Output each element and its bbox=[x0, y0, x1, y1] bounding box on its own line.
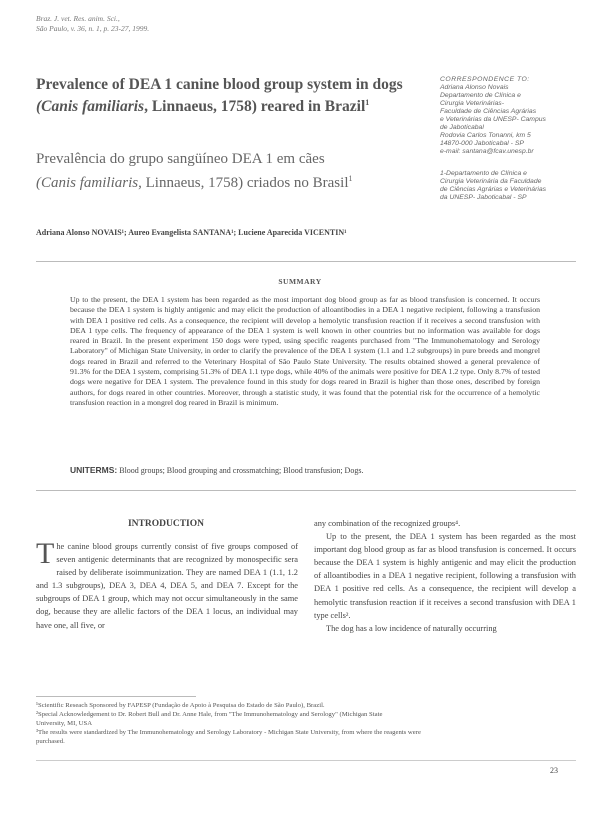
page-number: 23 bbox=[550, 766, 558, 775]
footnote: University, MI, USA bbox=[36, 719, 93, 727]
title-en-footnote: 1 bbox=[365, 98, 370, 107]
correspondence-line: de Jaboticabal bbox=[440, 124, 484, 131]
journal-line-1: Braz. J. vet. Res. anim. Sci., bbox=[36, 14, 120, 23]
divider bbox=[36, 490, 576, 491]
affiliation-line: 1-Departamento de Clínica e bbox=[440, 170, 527, 177]
correspondence-line: Faculdade de Ciências Agrárias bbox=[440, 108, 537, 115]
affiliation-line: Cirurgia Veterinária da Faculdade bbox=[440, 178, 542, 185]
title-pt-sci: (Canis familiaris bbox=[36, 175, 139, 191]
title-en-rest: , Linnaeus, 1758) reared in Brazil bbox=[144, 98, 366, 116]
uniterms-text: Blood groups; Blood grouping and crossmatching; Blood transfusion; Dogs. bbox=[117, 466, 364, 475]
title-pt-main: Prevalência do grupo sangüíneo DEA 1 em cães bbox=[36, 151, 325, 167]
footnote-divider bbox=[36, 696, 196, 697]
footnote: ¹Scientific Reseach Sponsored by FAPESP (Fundação de Apoio à Pesquisa do Estado de São Paulo), Brazil. bbox=[36, 702, 325, 709]
journal-citation bbox=[36, 14, 149, 34]
author-list: Adriana Alonso NOVAIS¹; Aureo Evangelista SANTANA¹; Luciene Aparecida VICENTIN¹ bbox=[36, 228, 347, 237]
intro-left-column bbox=[36, 537, 298, 632]
uniterms-label: UNITERMS: bbox=[70, 465, 118, 475]
footnotes bbox=[36, 702, 576, 747]
divider bbox=[36, 261, 576, 262]
introduction-heading: INTRODUCTION bbox=[127, 519, 204, 529]
drop-cap: T bbox=[36, 537, 55, 570]
title-en-main: Prevalence of DEA 1 canine blood group system in dogs bbox=[36, 76, 403, 93]
correspondence-line: 14870-000 Jaboticabal - SP bbox=[440, 140, 524, 147]
page-bottom-rule bbox=[36, 760, 576, 761]
summary-heading: SUMMARY bbox=[278, 277, 322, 286]
correspondence-block bbox=[440, 76, 580, 156]
title-pt-rest: , Linnaeus, 1758) criados no Brasil bbox=[138, 175, 349, 191]
affiliation-line: de Ciências Agrárias e Veterinárias bbox=[440, 186, 547, 193]
title-english bbox=[36, 76, 436, 116]
correspondence-line: Cirurgia Veterinárias- bbox=[440, 100, 504, 107]
summary-text: Up to the present, the DEA 1 system has been regarded as the most important dog blood group as far as blood transfusion is concerned. It occurs because the DEA 1 system is highly antigenic and may elicit the production of alloantibodies in a DEA 1 negative recipient, following a transfusion with DEA 1 positive red cells. As a consequence, the recipient will develop a hemolytic transfusion reaction if it receives a second transfusion with DEA 1 type cells. The frequency of appearance of the DEA 1 system is well known in other countries but no information was available for dogs reared in Brazil. In the present experiment 150 dogs were typed, using specific reagents purchased from "The Immunohematology and Serology Laboratory" of Michigan State University, in order to clarify the prevalence of the DEA 1 system (1.1 and 1.2 subgroups) in pure breeds and mongrel dogs reared in Brazil and referred to the Veterinary Hospital of São Paulo State University. The results obtained showed a general prevalence of 91.3% for the DEA 1 system, comprising 51.3% of DEA 1.1 type dogs, while 40% of the animals were positive for DEA 1.2 type. Only 8.7% of tested dogs were negative for DEA 1 system. The prevalence found in this study for dogs reared in Brazil is higher than those ones, described by foreign authors, for dogs reared in other countries. Moreover, through a statistic study, it was found that the potential risk for the occurrence of a hemolytic transfusion reaction in a mongrel dog reared in Brazil is minimum. bbox=[70, 295, 540, 407]
footnote: ³The results were standardized by The Immunohematology and Serology Laboratory - Michigan State University, from where the reagents were bbox=[36, 728, 421, 736]
intro-right-column bbox=[314, 517, 576, 635]
intro-right-paragraph: any combination of the recognized groups⁴. bbox=[314, 519, 461, 528]
affiliation-line: da UNESP- Jaboticabal - SP bbox=[440, 194, 527, 201]
correspondence-line: e Veterinárias da UNESP- Campus bbox=[440, 116, 546, 123]
title-en-sci: (Canis familiaris bbox=[36, 98, 145, 116]
correspondence-email[interactable]: e-mail: santana@fcav.unesp.br bbox=[440, 148, 534, 155]
affiliation-block bbox=[440, 170, 580, 202]
footnote: ²Special Acknowledgement to Dr. Robert Bull and Dr. Anne Hale, from "The Immunohematology and Serology" (Michigan State bbox=[36, 710, 383, 718]
intro-left-text: he canine blood groups currently consist of five groups composed of seven antigenic determinants that are recognized by monospecific sera raised by deliberate isoimmunization. They are named DEA 1 (1.1, 1.2 and 1.3 subgroups), DEA 3, DEA 4, DEA 5, and DEA 7. Except for the subgroups of DEA 1 group, which may not occur simultaneously in the same dog, because they are allelic factors of the DEA 1 locus, an individual may have one, all five, or bbox=[36, 542, 298, 630]
correspondence-line: Adriana Alonso Novais bbox=[440, 84, 509, 91]
footnote: purchased. bbox=[36, 737, 65, 745]
uniterms bbox=[70, 465, 540, 475]
intro-right-paragraph: The dog has a low incidence of naturally occurring bbox=[326, 623, 497, 633]
correspondence-heading: CORRESPONDENCE TO: bbox=[440, 76, 530, 83]
correspondence-line: Departamento de Clínica e bbox=[440, 92, 521, 99]
journal-line-2: São Paulo, v. 36, n. 1, p. 23-27, 1999. bbox=[36, 24, 150, 33]
title-pt-footnote: 1 bbox=[348, 174, 353, 183]
correspondence-line: Rodovia Carlos Tonanni, km 5 bbox=[440, 132, 531, 139]
intro-right-paragraph: Up to the present, the DEA 1 system has been regarded as the most important dog blood group as far as blood transfusion is concerned. It occurs because the DEA 1 system is highly antigenic and may elicit the production of alloantibodies in a DEA 1 negative recipient, following a transfusion with DEA 1 positive red cells. As a consequence, the recipient will develop a hemolytic transfusion reaction if it receives a second transfusion with DEA 1 type cells². bbox=[314, 532, 576, 620]
title-portuguese bbox=[36, 150, 436, 193]
